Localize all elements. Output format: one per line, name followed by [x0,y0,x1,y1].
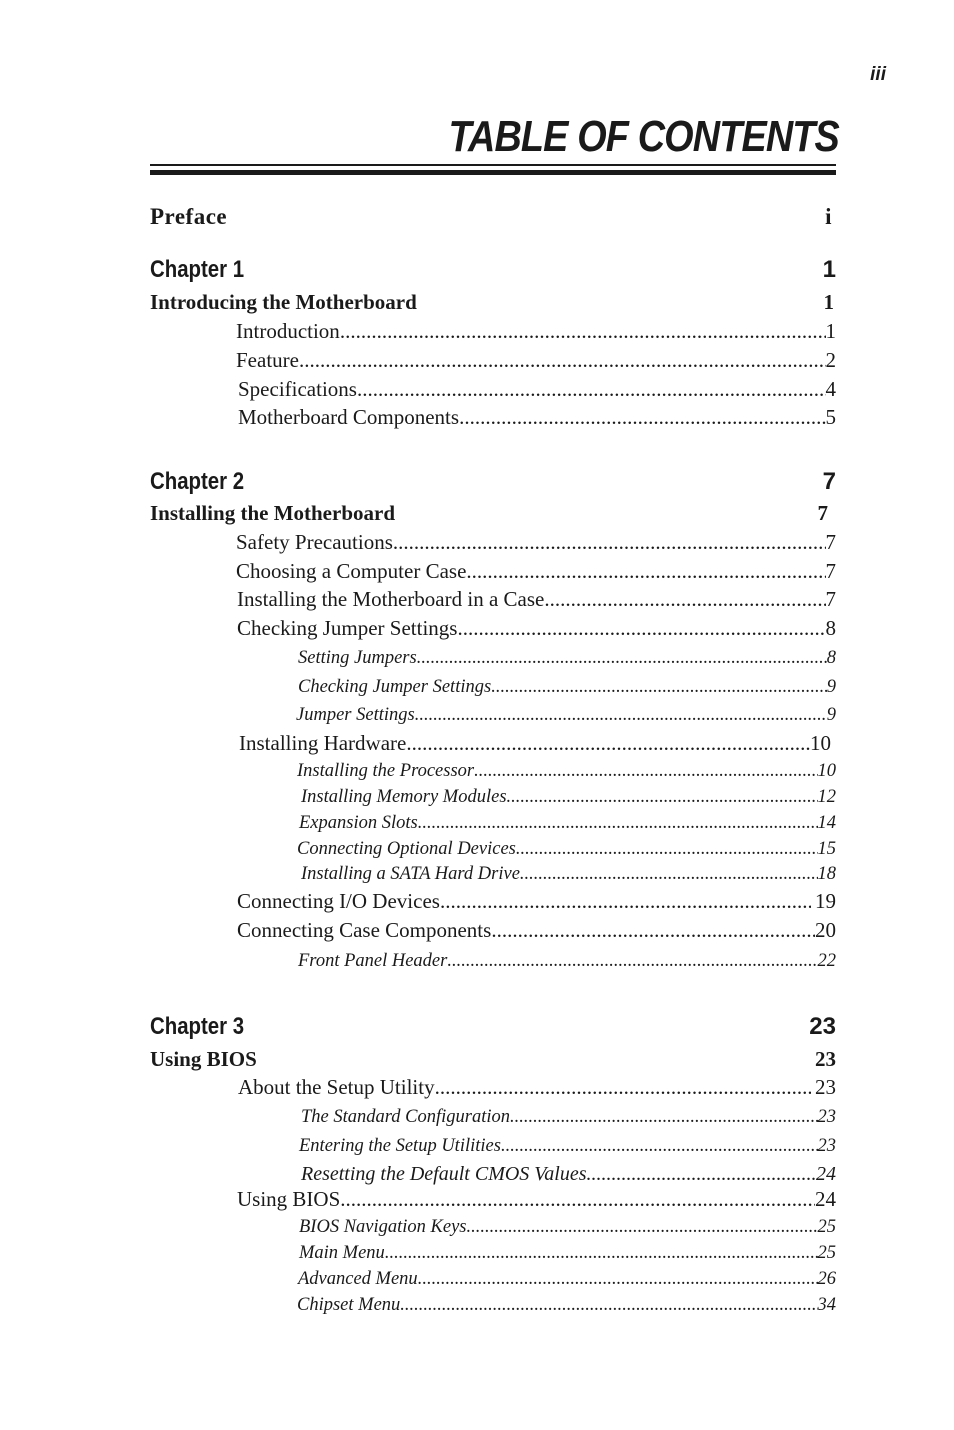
chapter-2-heading[interactable] [150,468,836,496]
toc-page: 25 [817,1243,836,1263]
chapter-page: 1 [822,256,836,283]
leader-dots [516,839,818,860]
toc-page: 34 [817,1295,836,1315]
leader-dots [417,648,827,669]
toc-subentry[interactable] [299,813,836,834]
toc-label: Front Panel Header [298,951,448,971]
leader-dots [299,348,826,373]
leader-dots [520,864,818,885]
toc-entry[interactable] [237,918,836,943]
toc-page: 8 [826,648,836,668]
toc-page: 23 [817,1136,836,1156]
toc-label: Checking Jumper Settings [298,677,492,697]
toc-page: 1 [825,319,836,343]
leader-dots [544,587,825,612]
toc-subentry[interactable] [298,677,836,698]
toc-label: Motherboard Components [238,405,460,429]
toc-label: Choosing a Computer Case [236,559,467,583]
toc-label: Feature [236,348,299,372]
toc-subentry[interactable] [299,1243,836,1264]
chapter-page: 23 [809,1013,836,1040]
toc-label: Expansion Slots [299,813,418,833]
toc-label: Using BIOS [150,1047,257,1071]
toc-page: 7 [817,501,828,525]
leader-dots [474,761,817,782]
toc-subentry[interactable] [299,1136,836,1157]
toc-label: Entering the Setup Utilities [299,1136,501,1156]
toc-page: 12 [817,787,836,807]
leader-dots [467,1217,818,1238]
toc-page: 24 [815,1187,836,1211]
toc-entry[interactable] [238,377,836,402]
leader-dots [447,951,817,972]
toc-page: 23 [815,1075,836,1099]
toc-page: 9 [826,677,836,697]
toc-page: 7 [825,559,836,583]
toc-entry[interactable] [237,616,836,641]
leader-dots [501,1136,818,1157]
chapter-3-title[interactable] [150,1047,836,1072]
toc-entry[interactable] [236,530,836,555]
toc-label: Installing a SATA Hard Drive [301,864,520,884]
leader-dots [400,1295,817,1316]
toc-page: 26 [817,1269,836,1289]
leader-dots [393,530,826,555]
page-number: iii [870,64,886,85]
leader-dots [340,1187,815,1212]
chapter-page: 7 [822,468,836,495]
leader-dots [587,1163,816,1186]
leader-dots [440,889,811,914]
toc-label: About the Setup Utility [238,1075,435,1099]
toc-entry[interactable] [237,587,836,612]
chapter-label: Chapter 2 [150,468,245,495]
toc-page: 19 [815,889,836,913]
leader-dots [385,1243,818,1264]
toc-entry[interactable] [239,731,831,756]
toc-entry[interactable] [236,559,836,584]
toc-page: 1 [823,290,834,314]
toc-entry[interactable] [236,319,836,344]
toc-label: Installing the Motherboard in a Case [237,587,545,611]
toc-label: The Standard Configuration [301,1107,511,1127]
toc-label: Preface [150,204,228,229]
chapter-label: Chapter 1 [150,256,245,283]
toc-label: BIOS Navigation Keys [299,1217,467,1237]
toc-page: 18 [817,864,836,884]
toc-page: 23 [817,1107,836,1127]
toc-label: Safety Precautions [236,530,393,554]
toc-preface[interactable] [150,204,836,230]
toc-label: Main Menu [299,1243,385,1263]
toc-entry[interactable] [238,405,836,430]
toc-page: 22 [817,951,836,971]
toc-page: 10 [810,731,831,755]
toc-page: 20 [815,918,836,942]
toc-label: Advanced Menu [298,1269,418,1289]
toc-page: 8 [825,616,836,640]
toc-label: Introducing the Motherboard [150,290,417,314]
toc-subentry[interactable] [301,1107,836,1128]
leader-dots [459,405,825,430]
toc-page: 14 [817,813,836,833]
toc-page: 25 [817,1217,836,1237]
leader-dots [357,377,826,402]
toc-label: Chipset Menu [297,1295,401,1315]
toc-subentry[interactable] [301,787,836,808]
leader-dots [491,918,815,943]
toc-page: 9 [826,705,836,725]
toc-subentry[interactable] [296,705,836,726]
toc-subentry[interactable] [297,761,836,782]
toc-label: Specifications [238,377,357,401]
toc-label: Installing the Processor [297,761,475,781]
toc-label: Connecting Optional Devices [297,839,516,859]
toc-subentry[interactable] [297,839,836,860]
chapter-label: Chapter 3 [150,1013,245,1040]
chapter-1-title[interactable] [150,290,836,315]
leader-dots [507,787,818,808]
toc-label: Installing Hardware [239,731,407,755]
toc-page: 7 [825,530,836,554]
toc-entry[interactable] [237,1187,836,1212]
leader-dots [457,616,825,641]
leader-dots [406,731,810,756]
toc-label: Installing the Motherboard [150,501,396,525]
leader-dots [491,677,827,698]
leader-dots [418,813,818,834]
toc-page: 23 [815,1047,836,1071]
toc-subentry[interactable] [301,864,836,885]
toc-page: 7 [825,587,836,611]
toc-label: Introduction [236,319,340,343]
toc-label: Jumper Settings [296,705,415,725]
chapter-3-heading[interactable] [150,1013,836,1041]
leader-dots [435,1075,811,1100]
toc-page: 10 [817,761,836,781]
toc-label: Connecting Case Components [237,918,492,942]
leader-dots [466,559,825,584]
toc-page: 24 [816,1163,836,1185]
toc-page: 15 [817,839,836,859]
toc-page: 2 [825,348,836,372]
toc-label: Installing Memory Modules [301,787,507,807]
leader-dots [415,705,827,726]
leader-dots [418,1269,818,1290]
toc-label: Connecting I/O Devices [237,889,440,913]
toc-label: Using BIOS [237,1187,341,1211]
toc-subentry[interactable] [301,1163,836,1186]
chapter-2-title[interactable] [150,501,836,526]
toc-entry[interactable] [236,348,836,373]
toc-label: Resetting the Default CMOS Values [301,1163,587,1185]
title-rule [150,164,836,180]
toc-subentry[interactable] [299,1217,836,1238]
chapter-1-heading[interactable] [150,256,836,284]
page-title: TABLE OF CONTENTS [448,112,839,161]
toc-subentry[interactable] [297,1295,836,1316]
toc-entry[interactable] [237,889,836,914]
toc-subentry[interactable] [298,648,836,669]
toc-page: i [825,204,832,229]
toc-page: 4 [825,377,836,401]
toc-page: 5 [825,405,836,429]
leader-dots [510,1107,817,1128]
toc-subentry[interactable] [298,951,836,972]
leader-dots [340,319,826,344]
toc-label: Setting Jumpers [298,648,417,668]
toc-entry[interactable] [238,1075,836,1100]
toc-label: Checking Jumper Settings [237,616,458,640]
toc-subentry[interactable] [298,1269,836,1290]
